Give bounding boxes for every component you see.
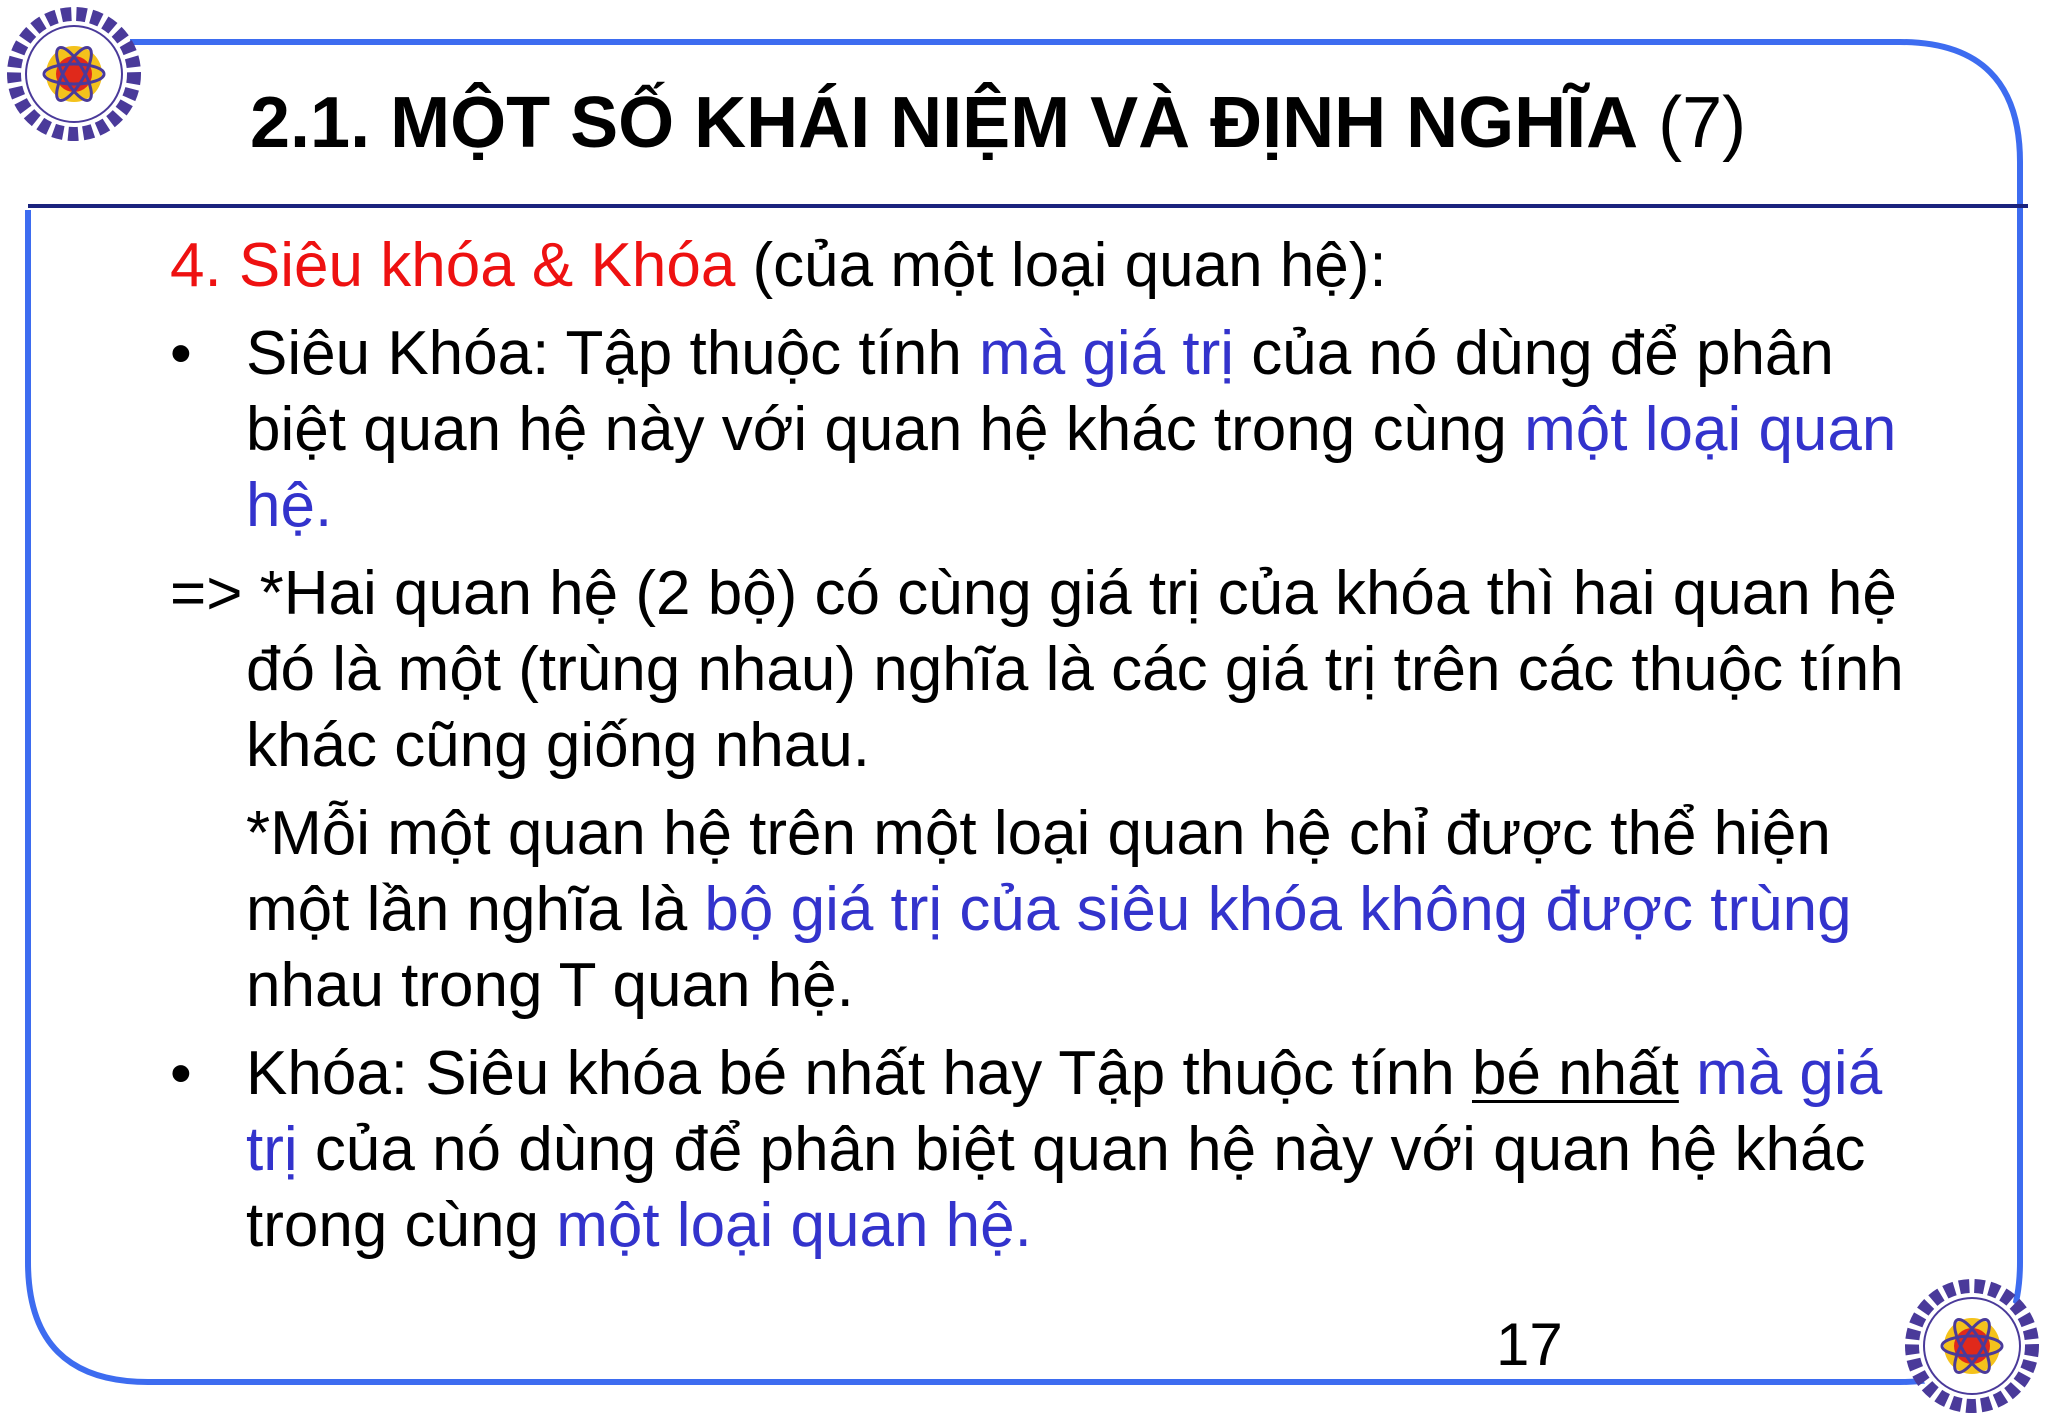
bullet-key: • Khóa: Siêu khóa bé nhất hay Tập thuộc tính bé nhất mà giá trị của nó dùng để phân biệt quan hệ này với quan hệ khác trong cùng một loại quan hệ. (170, 1036, 1910, 1264)
page-number: 17 (1496, 1311, 1563, 1378)
university-logo (4, 4, 144, 144)
slide-title-main: 2.1. MỘT SỐ KHÁI NIỆM VÀ ĐỊNH NGHĨA (250, 83, 1639, 163)
bullet-icon: • (170, 1039, 192, 1108)
implication-paragraph: => *Hai quan hệ (2 bộ) có cùng giá trị của khóa thì hai quan hệ đó là một (trùng nhau) nghĩa là các giá trị trên các thuộc tính khác cũng giống nhau. (170, 559, 1904, 780)
university-logo (1902, 1276, 2042, 1416)
bullet-icon: • (170, 319, 192, 388)
section-heading-red: 4. Siêu khóa & Khóa (170, 231, 736, 300)
section-heading-rest: (của một loại quan hệ): (735, 231, 1387, 300)
bullet-superkey: • Siêu Khóa: Tập thuộc tính mà giá trị của nó dùng để phân biệt quan hệ này với quan hệ khác trong cùng một loại quan hệ. (170, 316, 1910, 544)
slide-title-suffix: (7) (1638, 83, 1747, 163)
section-heading (170, 228, 1910, 304)
slide-body (170, 228, 1910, 1264)
note-paragraph: *Mỗi một quan hệ trên một loại quan hệ chỉ được thể hiện một lần nghĩa là bộ giá trị của siêu khóa không được trùng nhau trong T quan hệ. (246, 799, 1852, 1020)
slide-title (250, 78, 1950, 168)
